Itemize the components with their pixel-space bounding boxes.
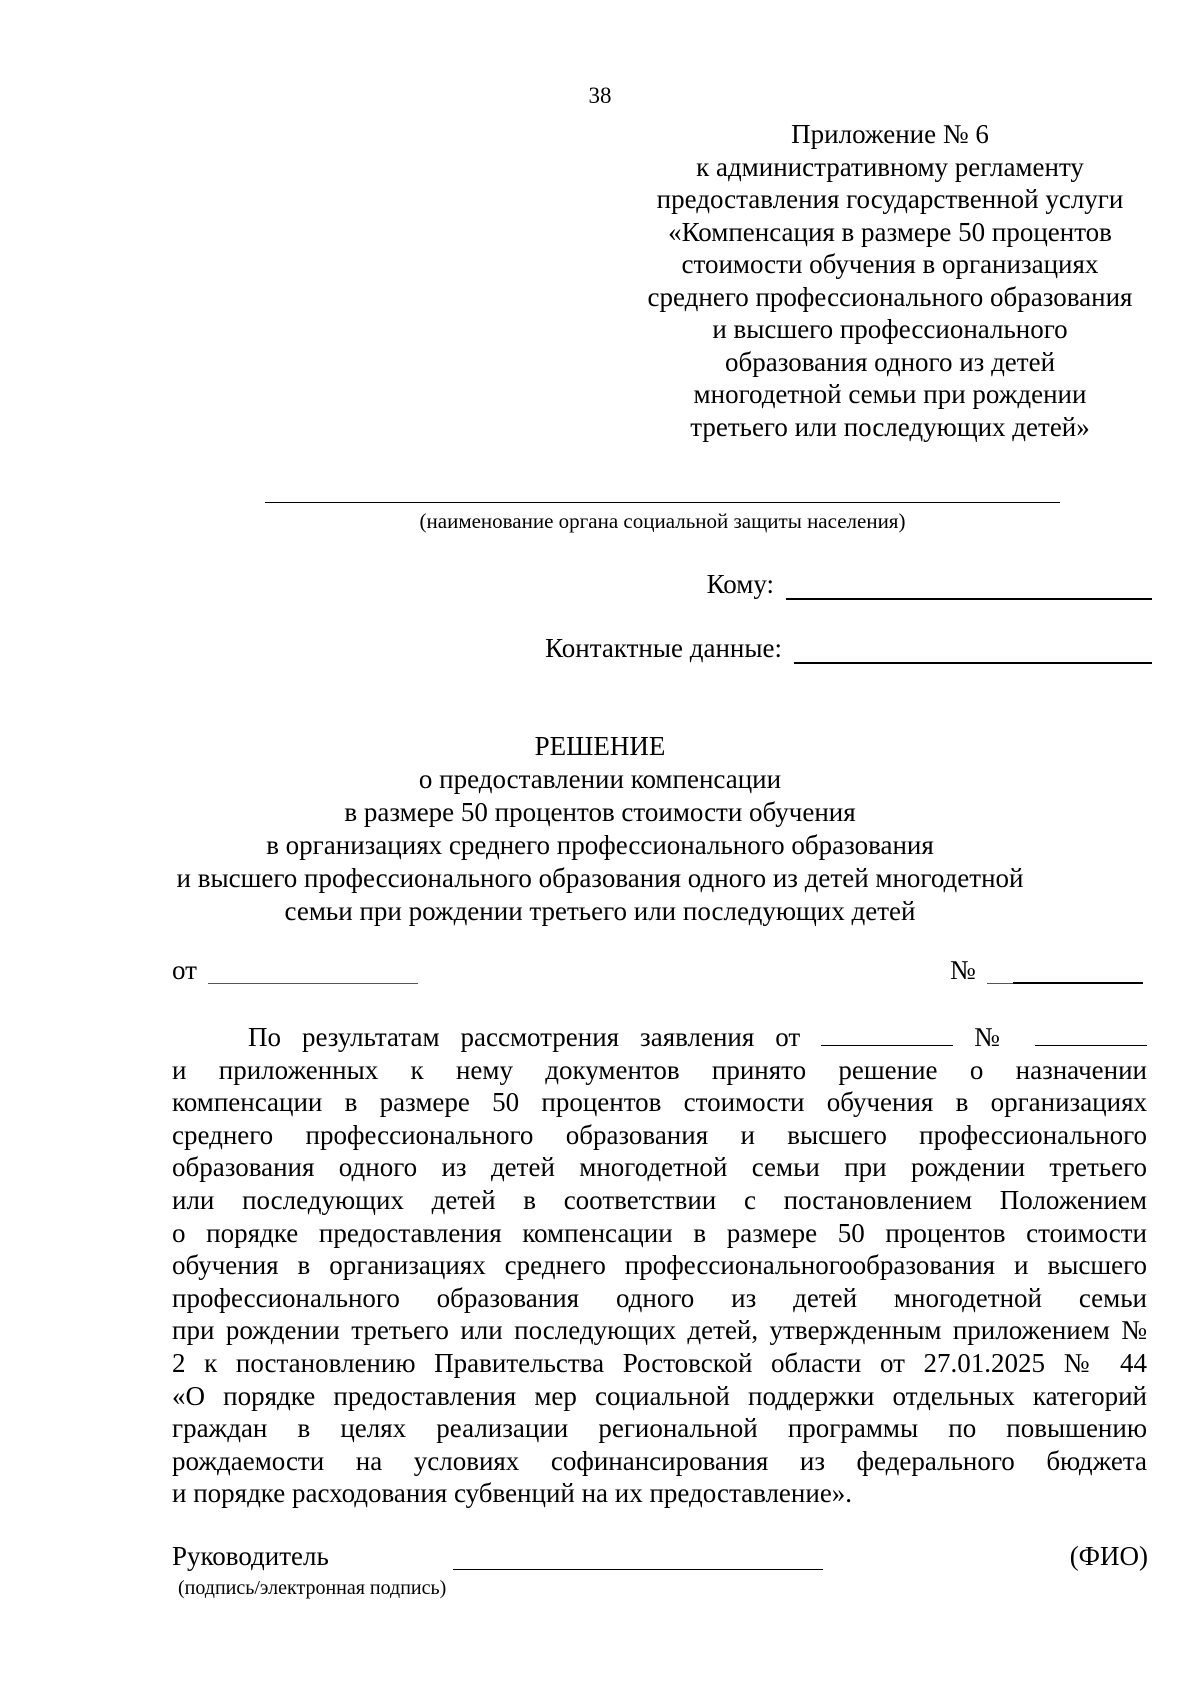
decision-subtitle-line: в размере 50 процентов стоимости обучения bbox=[344, 797, 856, 827]
body-line: и приложенных к нему документов принято решение о назначении bbox=[172, 1054, 1147, 1085]
decision-subtitle-line: в организациях среднего профессионального образования bbox=[266, 830, 934, 860]
appendix-line: предоставления государственной услуги bbox=[656, 184, 1124, 214]
body-line: и порядке расходования субвенций на их предоставление». bbox=[172, 1478, 853, 1509]
org-name-caption: (наименование органа социальной защиты населения) bbox=[419, 509, 906, 533]
recipient-field bbox=[707, 568, 1152, 600]
date-blank[interactable] bbox=[208, 983, 418, 984]
decision-heading: РЕШЕНИЕ bbox=[534, 731, 666, 761]
body-line: 2 к постановлению Правительства Ростовской области от 27.01.2025 № 44 bbox=[172, 1347, 1147, 1378]
decision-subtitle-line: семьи при рождении третьего или последующих детей bbox=[284, 896, 916, 926]
application-number-label: № bbox=[974, 1022, 1015, 1052]
number-blank-prefix bbox=[987, 983, 1013, 984]
contact-label: Контактные данные: bbox=[545, 633, 782, 663]
head-label: Руководитель bbox=[172, 1541, 329, 1571]
application-number-blank[interactable] bbox=[1035, 1023, 1147, 1046]
body-line: «О порядке предоставления мер социальной поддержки отдельных категорий bbox=[172, 1380, 1147, 1411]
appendix-line: третьего или последующих детей» bbox=[690, 411, 1090, 442]
fio-label: (ФИО) bbox=[1069, 1541, 1148, 1571]
appendix-header bbox=[630, 118, 1150, 443]
appendix-line: стоимости обучения в организациях bbox=[681, 249, 1099, 279]
body-line: компенсации в размере 50 процентов стоимости обучения в организациях bbox=[172, 1087, 1147, 1118]
appendix-line: и высшего профессионального bbox=[712, 314, 1068, 344]
decision-body bbox=[172, 1021, 1147, 1510]
page-number: 38 bbox=[588, 83, 612, 108]
body-line: при рождении третьего или последующих детей, утвержденным приложением № bbox=[172, 1315, 1147, 1346]
signature-caption: (подпись/электронная подпись) bbox=[178, 1577, 447, 1599]
body-line: рождаемости на условиях софинансирования из федерального бюджета bbox=[172, 1445, 1147, 1476]
body-line: о порядке предоставления компенсации в размере 50 процентов стоимости bbox=[172, 1217, 1147, 1248]
contact-field bbox=[545, 632, 1152, 664]
body-line: образования одного из детей многодетной семьи при рождении третьего bbox=[172, 1152, 1147, 1183]
appendix-line: Приложение № 6 bbox=[791, 119, 989, 149]
number-blank[interactable] bbox=[1013, 982, 1143, 984]
body-line-text: По результатам рассмотрения заявления от bbox=[248, 1022, 801, 1052]
signature-line[interactable] bbox=[453, 1569, 823, 1570]
number-label: № bbox=[950, 955, 976, 985]
body-line: обучения в организациях среднего профессиональногообразования и высшего bbox=[172, 1250, 1147, 1281]
org-name-line[interactable] bbox=[265, 502, 1060, 503]
appendix-line: многодетной семьи при рождении bbox=[693, 379, 1087, 409]
decision-subtitle-line: и высшего профессионального образования одного из детей многодетной bbox=[176, 863, 1024, 893]
decision-subtitle-line: о предоставлении компенсации bbox=[418, 764, 782, 794]
application-date-blank[interactable] bbox=[821, 1023, 953, 1046]
appendix-line: «Компенсация в размере 50 процентов bbox=[668, 216, 1112, 247]
body-line bbox=[172, 1021, 1147, 1054]
body-line: профессионального образования одного из детей многодетной семьи bbox=[172, 1282, 1147, 1313]
appendix-line: среднего профессионального образования bbox=[647, 281, 1133, 312]
contact-blank[interactable] bbox=[794, 636, 1152, 664]
date-label: от bbox=[172, 955, 197, 985]
recipient-label: Кому: bbox=[706, 569, 774, 599]
body-line: граждан в целях реализации региональной программы по повышению bbox=[172, 1413, 1147, 1444]
body-line: среднего профессионального образования и высшего профессионального bbox=[172, 1119, 1147, 1150]
body-line: или последующих детей в соответствии с постановлением Положением bbox=[172, 1184, 1147, 1215]
appendix-line: образования одного из детей bbox=[724, 346, 1056, 377]
decision-title bbox=[0, 730, 1200, 928]
appendix-line: к административному регламенту bbox=[696, 151, 1084, 182]
recipient-blank[interactable] bbox=[786, 572, 1152, 600]
